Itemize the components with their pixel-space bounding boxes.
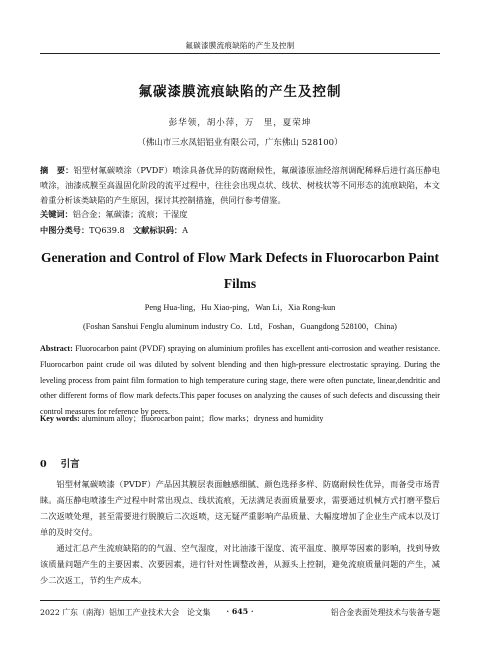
chinese-affiliation: （佛山市三水凤铝铝业有限公司，广东佛山 528100） (137, 138, 343, 148)
doc-code-label: 文献标识码： (132, 225, 183, 235)
classification-line (40, 225, 440, 236)
header-rule (40, 53, 440, 54)
running-header: 氟碳漆膜流痕缺陷的产生及控制 (185, 41, 295, 50)
section-title: 引言 (60, 459, 80, 470)
chinese-abstract (40, 163, 440, 208)
section-number: 0 (40, 459, 47, 470)
english-keywords-label: Key words: (40, 414, 80, 423)
english-keywords-text: aluminum alloy；fluorocarbon paint；flow marks；dryness and humidity (81, 414, 324, 423)
footer-proceedings: 2022 广东（南海）铝加工产业技术大会 论文集 (40, 608, 211, 617)
chinese-keywords (40, 209, 440, 220)
doc-code-value: A (182, 225, 189, 235)
section-heading (40, 456, 80, 470)
english-keywords (40, 413, 440, 424)
english-abstract (40, 341, 440, 420)
chinese-title: 氟碳漆膜流痕缺陷的产生及控制 (138, 84, 342, 100)
body-paragraph-1: 铝型材氟碳喷漆（PVDF）产品因其膜层表面触感细腻、颜色选择多样、防腐耐候性优异，而备受市场青睐。高压静电喷漆生产过程中时常出现点、线状流痕，无法满足表面质量要求，需要通过机械方式打磨平整后二次返喷处理，甚至需要进行脱膜后二次返喷，这无疑严重影响产品质量、大幅度增加了企业生产成本以及订单的及时交付。 (40, 479, 440, 537)
chinese-abstract-label: 摘 要： (40, 165, 74, 175)
chinese-authors: 彭华领，胡小萍，万 里，夏荣坤 (168, 118, 312, 128)
page-number: · 645 · (226, 607, 254, 616)
footer-rule (40, 600, 440, 601)
english-abstract-text: Fluorocarbon paint (PVDF) spraying on aluminium profiles has excellent anti-corrosion and weather resistance. Fluorocarbon paint crude oil was diluted by solvent blending and then high-pressure electrostatic spraying. During the leveling process from paint film formation to high temperature curing stage, there were often punctate, linear,dendritic and other different forms of flow mark defects.This paper focuses on analyzing the causes of such defects and discussing their control measures for reference by peers. (40, 344, 440, 417)
english-title: Generation and Control of Flow Mark Defects in Fluorocarbon Paint Films (40, 250, 440, 291)
footer-topic: 铝合金表面处理技术与装备专题 (330, 608, 440, 617)
class-number-value: TQ639.8 (89, 225, 125, 235)
chinese-keywords-text: 铝合金；氟碳漆；流痕；干湿度 (72, 209, 188, 219)
english-affiliation: (Foshan Sanshui Fenglu aluminum industry Co．Ltd，Foshan，Guangdong 528100，China) (83, 322, 397, 331)
chinese-keywords-label: 关键词： (40, 209, 73, 219)
english-authors: Peng Hua-ling，Hu Xiao-ping，Wan Li，Xia Rong-kun (144, 303, 336, 312)
class-number-label: 中图分类号： (40, 225, 90, 235)
body-paragraph-2: 通过汇总产生流痕缺陷的的气温、空气湿度，对比油漆干湿度、流平温度、膜厚等因素的影响，找到导致该质量问题产生的主要因素、次要因素，进行针对性调整改善，从源头上控制，避免流痕质量问题的产生，减少二次返工，节约生产成本。 (40, 543, 440, 585)
chinese-abstract-text: 铝型材氟碳喷涂（PVDF）喷涂具备优异的防腐耐候性，氟碳漆原油经溶剂调配稀释后进行高压静电喷涂，油漆成膜至高温固化阶段的流平过程中，往往会出现点状、线状、树枝状等不同形态的流痕缺陷，本文着重分析该类缺陷的产生原因，探讨其控制措施，供同行参考借鉴。 (40, 165, 440, 205)
english-abstract-label: Abstract: (40, 344, 73, 353)
